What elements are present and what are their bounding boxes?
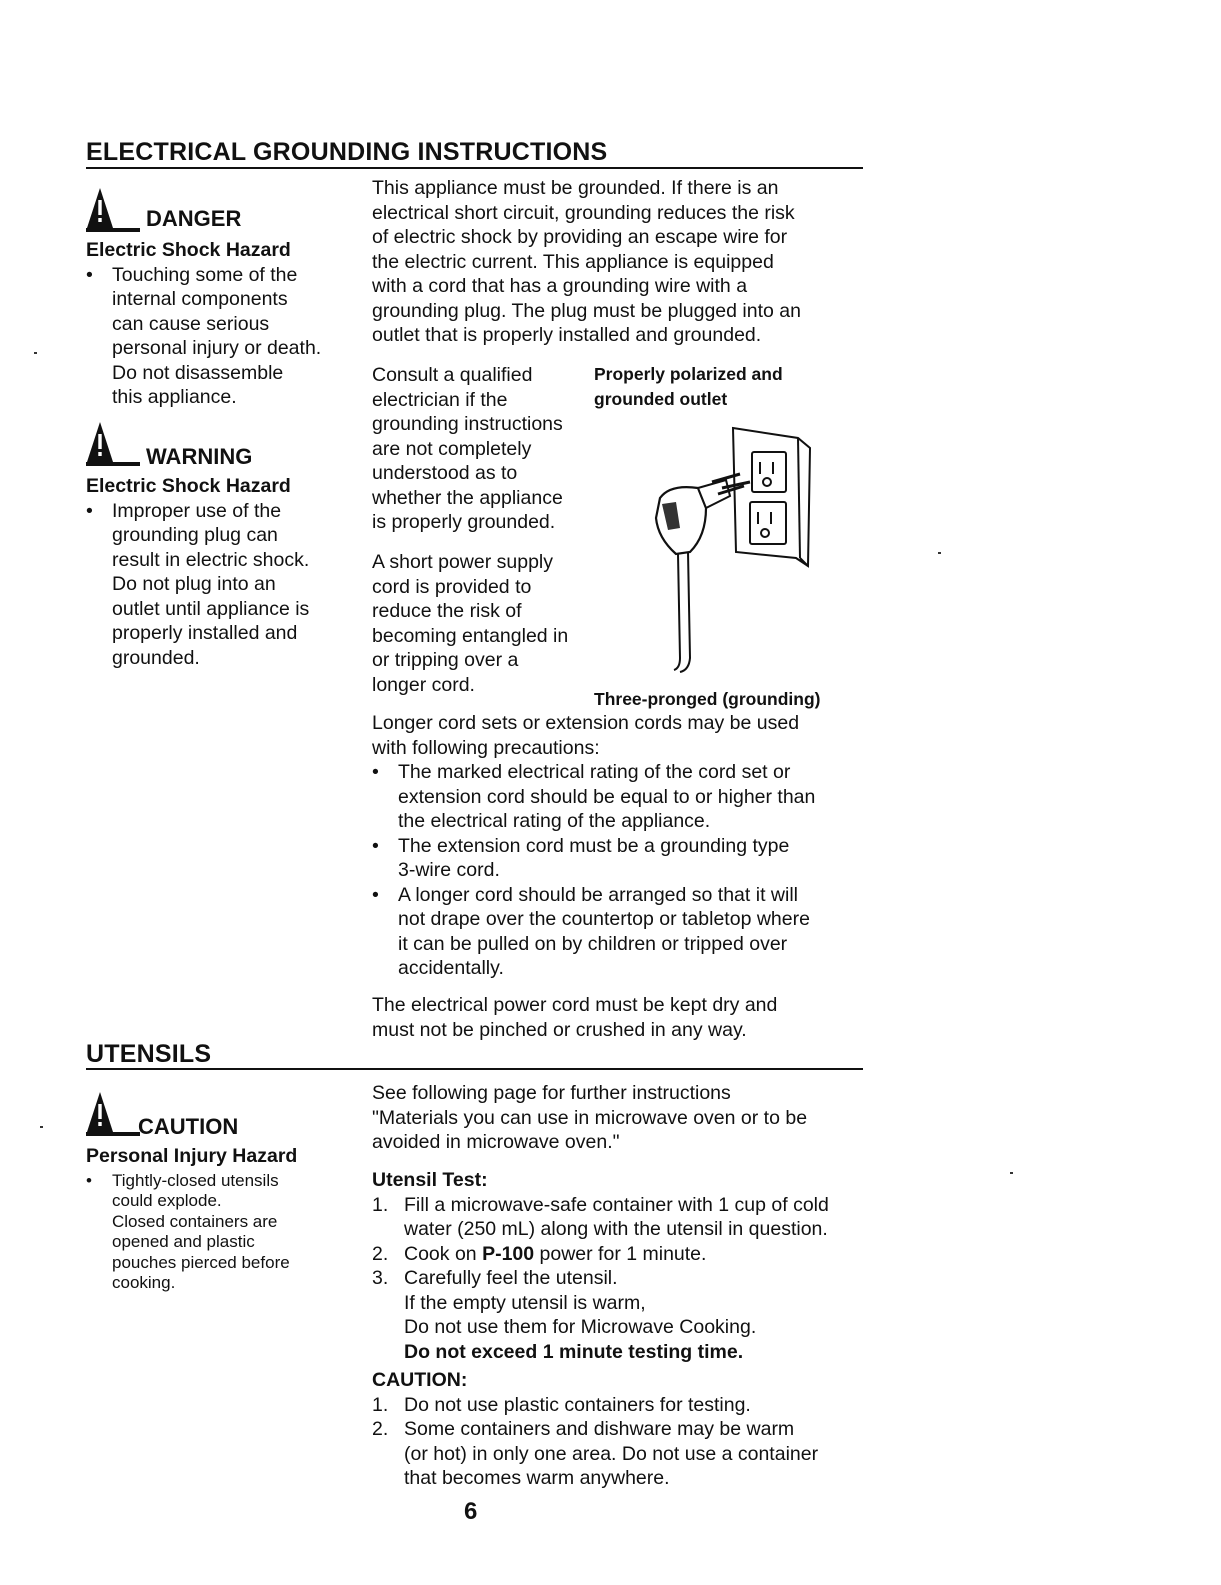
text-line: electrical short circuit, grounding reduces the risk — [372, 201, 795, 224]
text-line: accidentally. — [398, 957, 504, 979]
caution-block — [86, 1088, 356, 1294]
text-line: whether the appliance — [372, 486, 563, 509]
text-line: of electric shock by providing an escape wire for — [372, 226, 788, 248]
danger-label: DANGER — [146, 206, 242, 231]
figure-label-plug: Three-pronged (grounding) — [594, 689, 821, 709]
scan-speck — [34, 352, 37, 354]
text-line: grounded. — [112, 646, 200, 669]
section-rule — [86, 167, 863, 169]
text-line: is properly grounded. — [372, 511, 556, 533]
text-line: properly installed and — [112, 622, 298, 644]
text-line: "Materials you can use in microwave oven or to be — [372, 1106, 808, 1129]
page-number: 6 — [464, 1498, 478, 1525]
text-span: Cook on — [404, 1242, 483, 1265]
text-line: Properly polarized and — [594, 364, 783, 384]
text-line: • Improper use of the — [112, 499, 282, 522]
text-span: power for 1 minute. — [534, 1242, 707, 1265]
dry-cord-paragraph — [372, 993, 862, 1042]
warning-bullet — [86, 499, 356, 671]
precautions-list — [372, 760, 862, 981]
warning-label: WARNING — [146, 444, 253, 469]
text-line: Do not plug into an — [112, 573, 276, 595]
caution-heading: CAUTION: — [372, 1369, 468, 1391]
text-line: Some containers and dishware may be warm — [404, 1418, 795, 1440]
text-line: Do not exceed 1 minute testing time. — [404, 1340, 744, 1363]
short-cord-paragraph — [372, 550, 592, 697]
see-following-paragraph — [372, 1081, 862, 1155]
scan-speck — [938, 552, 941, 554]
text-line: can cause serious — [112, 312, 270, 335]
warning-triangle-icon — [86, 184, 140, 234]
warning-signal-row — [86, 418, 356, 468]
list-item — [372, 760, 862, 834]
text-line: that becomes warm anywhere. — [404, 1467, 670, 1489]
text-line: water (250 mL) along with the utensil in question. — [404, 1218, 828, 1240]
text-line: Carefully feel the utensil. — [404, 1267, 618, 1289]
text-line: opened and plastic — [112, 1232, 255, 1251]
text-line: A short power supply — [372, 551, 554, 573]
text-line: must not be pinched or crushed in any way. — [372, 1018, 747, 1041]
caution-hazard: Personal Injury Hazard — [86, 1145, 298, 1167]
text-line: • Tightly-closed utensils — [112, 1170, 279, 1190]
list-item — [372, 834, 862, 883]
text-line: grounding plug can — [112, 524, 278, 546]
consult-paragraph — [372, 363, 592, 535]
step-number: 2. — [372, 1242, 389, 1265]
text-line: pouches pierced before — [112, 1252, 290, 1272]
text-line: it can be pulled on by children or tripped over — [398, 932, 788, 955]
text-line: understood as to — [372, 462, 518, 484]
text-line: grounding instructions — [372, 413, 563, 435]
text-line: Longer cord sets or extension cords may be used — [372, 712, 800, 734]
text-line: cord is provided to — [372, 575, 532, 598]
text-line: Do not use them for Microwave Cooking. — [404, 1316, 757, 1338]
text-line: longer cord. — [372, 673, 475, 696]
list-item — [372, 1242, 862, 1267]
step-number: 1. — [372, 1393, 389, 1416]
warning-triangle-icon — [86, 418, 140, 468]
caution-list-section — [372, 1368, 862, 1491]
list-item — [372, 1393, 862, 1418]
text-line: The electrical power cord must be kept dry and — [372, 994, 778, 1016]
text-line: or tripping over a — [372, 649, 519, 671]
danger-signal-row — [86, 184, 356, 234]
list-item — [372, 883, 862, 981]
text-line: with following precautions: — [372, 736, 600, 759]
warning-hazard: Electric Shock Hazard — [86, 475, 291, 497]
list-item — [372, 1417, 862, 1491]
text-line: are not completely — [372, 437, 532, 460]
danger-hazard: Electric Shock Hazard — [86, 239, 291, 261]
power-level-text: P-100 — [482, 1242, 535, 1265]
text-line — [404, 1242, 862, 1267]
text-line: (or hot) in only one area. Do not use a container — [404, 1442, 819, 1465]
step-number: 2. — [372, 1418, 389, 1440]
text-line: This appliance must be grounded. If there is an — [372, 177, 779, 199]
text-line: this appliance. — [112, 386, 237, 408]
text-line: If the empty utensil is warm, — [404, 1291, 646, 1314]
utensil-test-heading: Utensil Test: — [372, 1169, 488, 1191]
list-item — [372, 1193, 862, 1242]
grounded-outlet-plug-illustration — [640, 418, 830, 678]
text-line: See following page for further instructions — [372, 1082, 731, 1104]
danger-block — [86, 184, 356, 410]
section-rule — [86, 1068, 863, 1070]
text-line: the electric current. This appliance is equipped — [372, 250, 774, 273]
caution-label: CAUTION — [138, 1114, 239, 1139]
text-line: becoming entangled in — [372, 624, 569, 647]
step-number: 1. — [372, 1193, 389, 1216]
text-line: personal injury or death. — [112, 337, 322, 359]
text-line: • A longer cord should be arranged so that it will — [398, 883, 798, 906]
text-line: 3-wire cord. — [398, 859, 500, 881]
scan-speck — [40, 1126, 43, 1128]
text-line: Do not use plastic containers for testing. — [404, 1393, 751, 1416]
text-line: with a cord that has a grounding wire with a — [372, 275, 748, 297]
text-line: Consult a qualified — [372, 364, 533, 386]
text-line: grounded outlet — [594, 389, 728, 409]
text-line: extension cord should be equal to or higher than — [398, 785, 816, 808]
text-line: • Touching some of the — [112, 263, 298, 286]
caution-bullet — [86, 1171, 356, 1294]
section-title-utensils: UTENSILS — [86, 1040, 212, 1068]
text-line: grounding plug. The plug must be plugged into an — [372, 299, 801, 322]
danger-bullet — [86, 263, 356, 410]
text-line: the electrical rating of the appliance. — [398, 810, 711, 832]
wall-outlet-icon — [733, 428, 810, 566]
longer-cord-paragraph — [372, 711, 862, 760]
text-line: outlet until appliance is — [112, 597, 310, 620]
text-line: Fill a microwave-safe container with 1 cup of cold — [404, 1193, 829, 1216]
utensil-test-section — [372, 1168, 862, 1364]
text-line: outlet that is properly installed and grounded. — [372, 324, 762, 346]
text-line: avoided in microwave oven." — [372, 1131, 620, 1153]
grounding-intro — [372, 176, 862, 348]
text-line: Closed containers are — [112, 1211, 278, 1231]
text-line: electrician if the — [372, 388, 508, 411]
text-line: • The extension cord must be a grounding type — [398, 834, 790, 857]
text-line: not drape over the countertop or tabletop where — [398, 908, 810, 930]
text-line: result in electric shock. — [112, 548, 310, 571]
three-prong-plug-icon — [656, 474, 750, 672]
section-title-electrical: ELECTRICAL GROUNDING INSTRUCTIONS — [86, 138, 608, 166]
text-line: Do not disassemble — [112, 361, 284, 384]
text-line: internal components — [112, 288, 288, 310]
text-line: cooking. — [112, 1273, 176, 1292]
warning-block — [86, 418, 356, 670]
warning-triangle-icon — [86, 1088, 140, 1138]
list-item — [372, 1266, 862, 1364]
step-number: 3. — [372, 1267, 389, 1289]
scan-speck — [1010, 1172, 1013, 1174]
caution-signal-row — [86, 1088, 356, 1138]
text-line: • The marked electrical rating of the cord set or — [398, 761, 791, 783]
text-line: could explode. — [112, 1191, 222, 1210]
figure-label-outlet — [594, 362, 783, 412]
text-line: reduce the risk of — [372, 600, 522, 622]
